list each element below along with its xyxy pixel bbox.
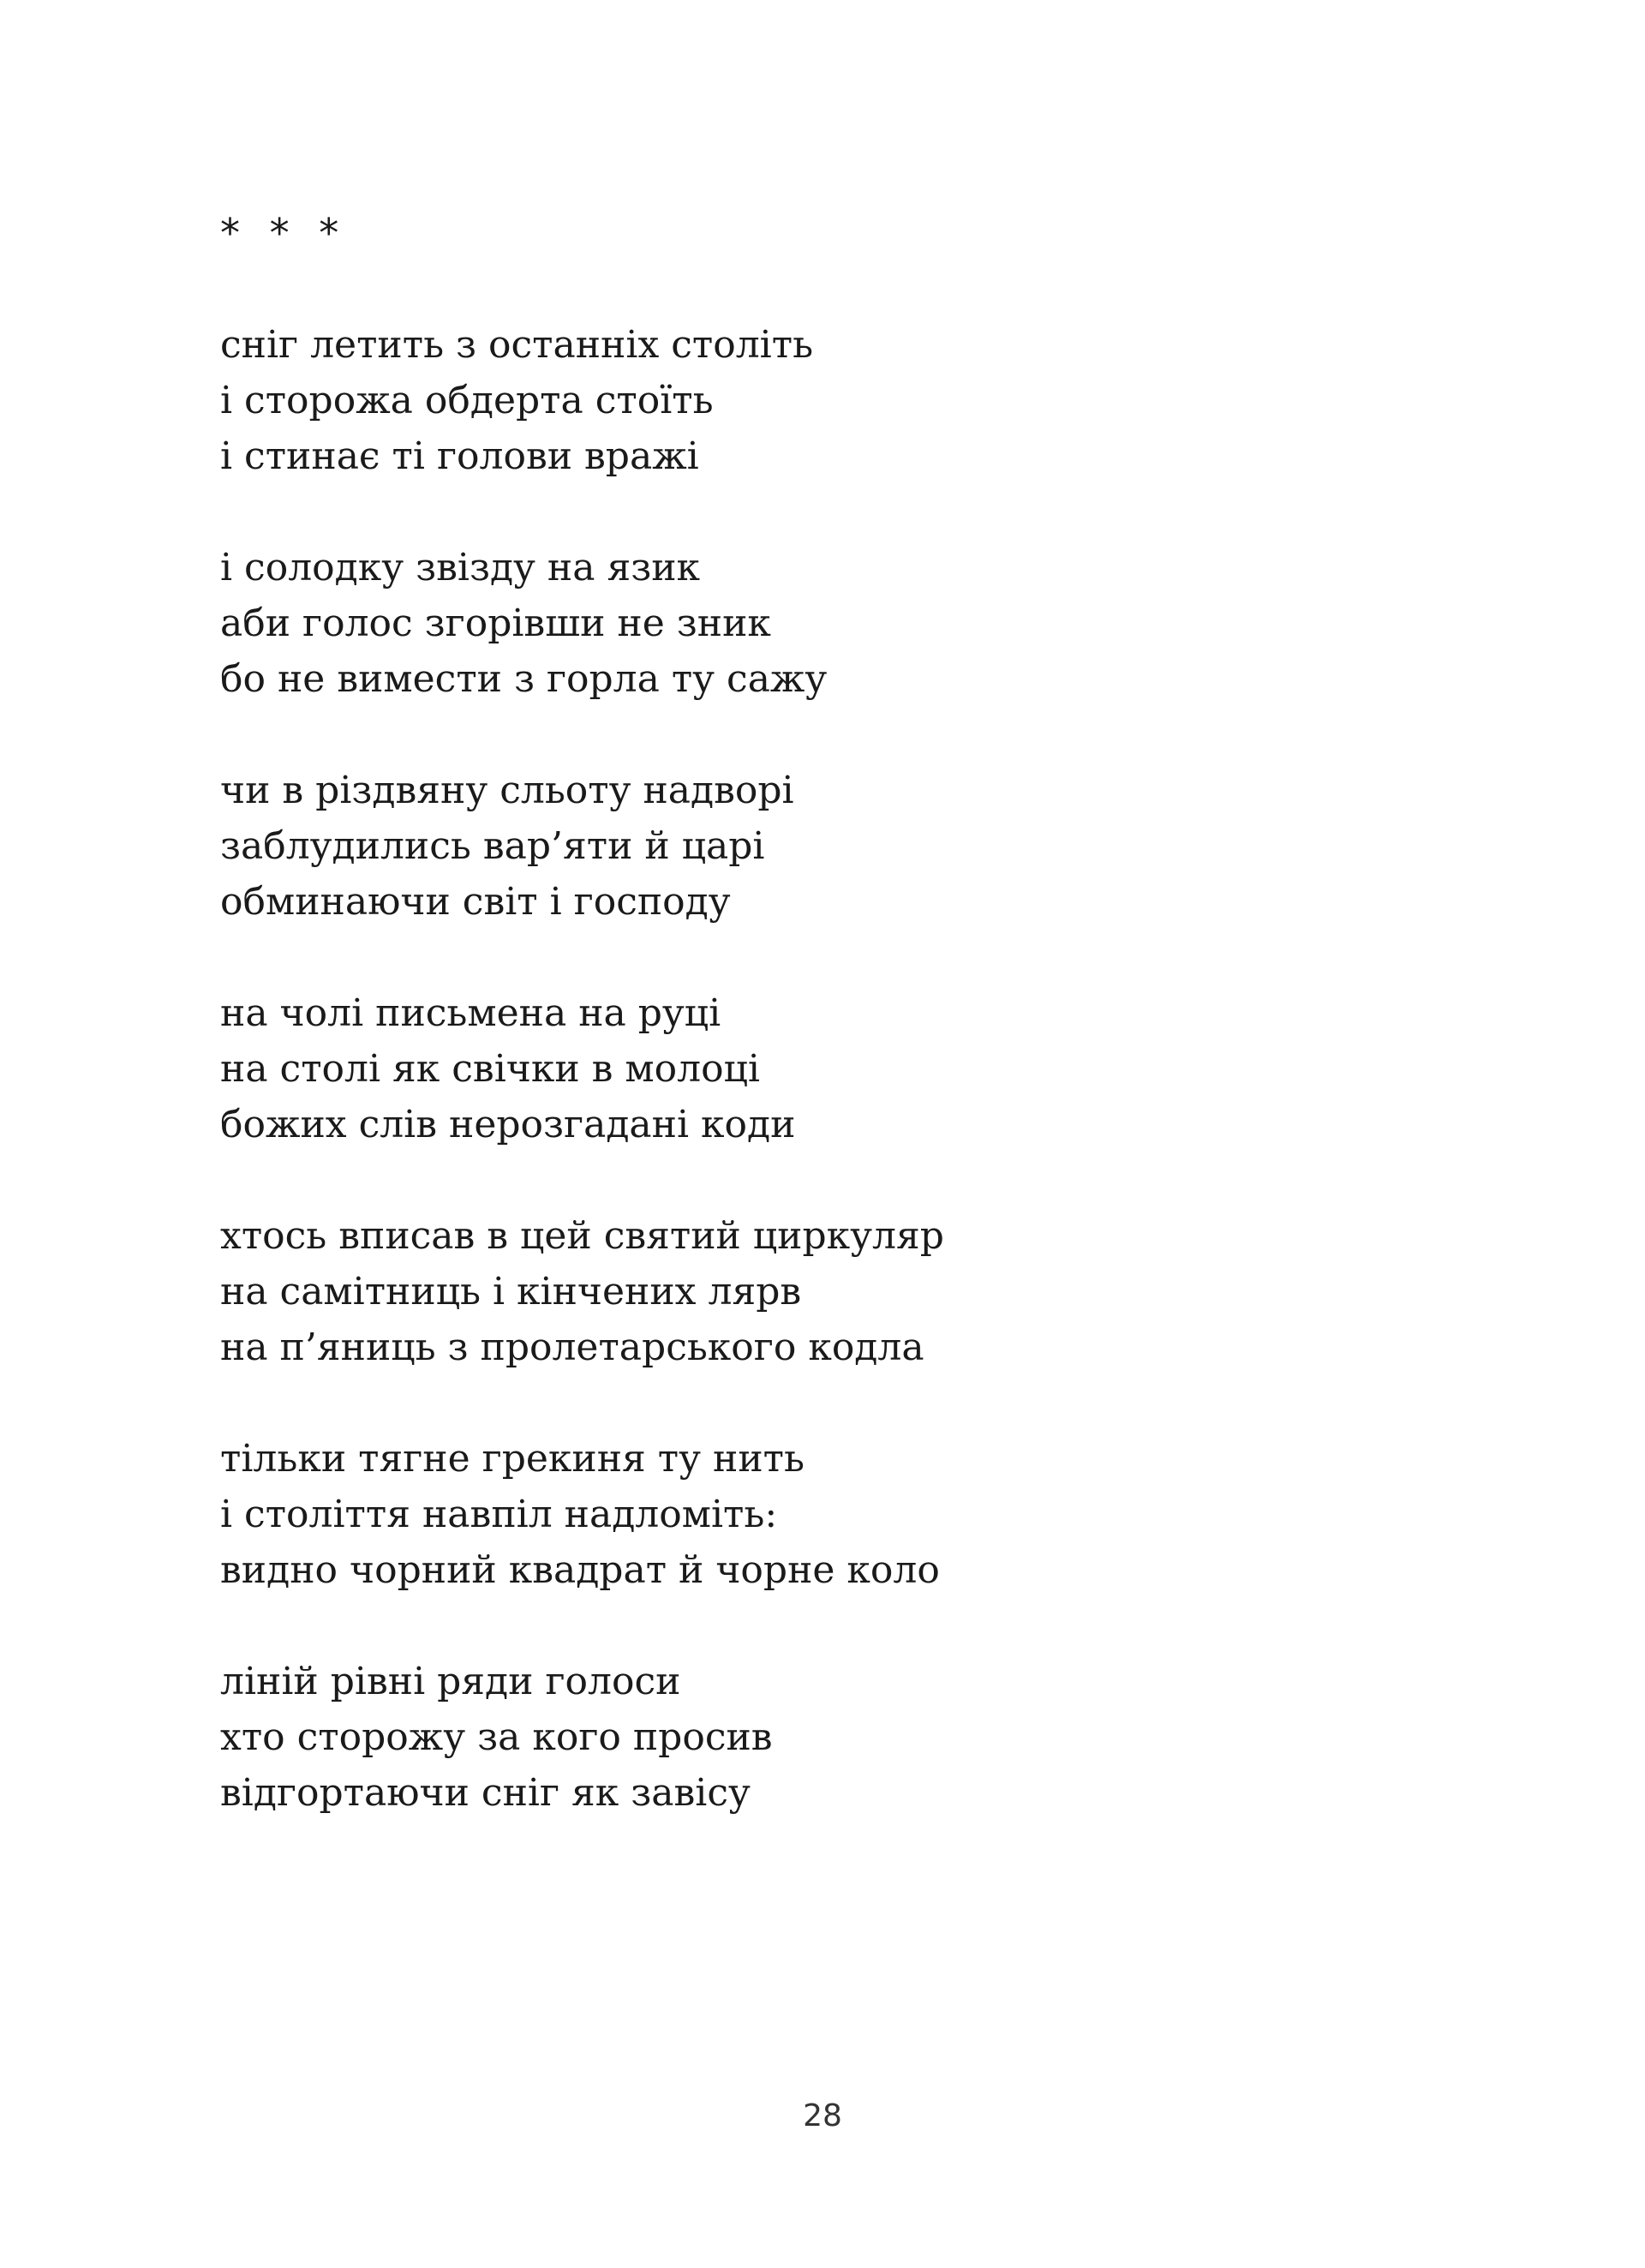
stanza <box>220 1654 1420 1821</box>
poem-line: аби голос згорівши не зник <box>220 601 771 645</box>
stanza <box>220 317 1420 484</box>
poem-line: відгортаючи сніг як завісу <box>220 1771 751 1815</box>
poem-line: на самітниць і кінчених лярв <box>220 1270 802 1314</box>
poem-line: і стинає ті голови вражі <box>220 434 699 478</box>
stanza <box>220 540 1420 707</box>
poem-line: заблудились вар’яти й царі <box>220 824 765 868</box>
stanza <box>220 1208 1420 1375</box>
poem-line: і століття навпіл надломіть: <box>220 1493 778 1536</box>
poem-line: божих слів нерозгадані коди <box>220 1103 796 1146</box>
stanza <box>220 1431 1420 1598</box>
poem-line: видно чорний квадрат й чорне коло <box>220 1548 940 1592</box>
poem-line: чи в різдвяну сльоту надворі <box>220 769 794 812</box>
poem-line: сніг летить з останніх століть <box>220 323 814 367</box>
poem-line: тільки тягне грекиня ту нить <box>220 1437 805 1481</box>
poem-line: обминаючи світ і господу <box>220 880 731 924</box>
poem-line: на п’яниць з пролетарського кодла <box>220 1325 924 1369</box>
poem-line: на чолі письмена на руці <box>220 991 721 1035</box>
poem-line: і сторожа обдерта стоїть <box>220 379 714 422</box>
section-divider: * * * <box>220 210 348 256</box>
poem-line: хтось вписав в цей святий циркуляр <box>220 1214 944 1258</box>
poem <box>220 206 1420 1821</box>
poem-line: хто сторожу за кого просив <box>220 1715 773 1759</box>
stanza <box>220 985 1420 1152</box>
poem-line: і солодку звізду на язик <box>220 546 701 589</box>
page-number: 28 <box>803 2098 842 2133</box>
poem-line: ліній рівні ряди голоси <box>220 1660 681 1703</box>
poem-line: бо не вимести з горла ту сажу <box>220 657 828 701</box>
stanza <box>220 763 1420 930</box>
poem-line: на столі як свічки в молоці <box>220 1047 760 1091</box>
